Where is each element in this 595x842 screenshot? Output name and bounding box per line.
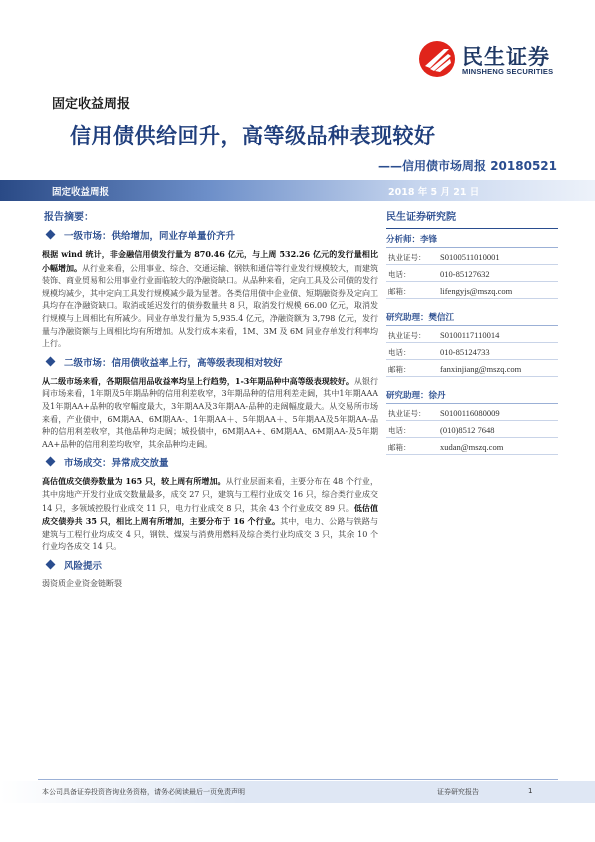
brand-logo [418,40,558,80]
analyst-block [386,310,558,377]
document-type: 固定收益周报 [52,97,131,112]
diamond-bullet-icon [46,230,56,240]
field-value: xudan@mszq.com [440,442,504,452]
analyst-field [386,404,558,421]
section-heading [42,558,378,576]
footer-label: 证券研究报告 [437,788,479,796]
analyst-field [386,326,558,343]
field-value: 010-85127632 [440,269,490,279]
summary-paragraph [42,248,378,351]
footer-disclaimer: 本公司具备证券投资咨询业务资格，请务必阅读最后一页免责声明 [42,788,245,796]
minsheng-logo-icon [418,40,456,78]
analyst-field [386,438,558,455]
field-label: 电话： [388,426,411,435]
analyst-field [386,360,558,377]
header-band [0,180,595,201]
diamond-bullet-icon [46,457,56,467]
summary-title: 报告摘要： [44,212,94,223]
paragraph-lead: 从二级市场来看，各期限信用品收益率均呈上行趋势，1-3年期品种中高等级表现较好。 [42,375,354,386]
report-subtitle: ——信用债市场周报 20180521 [378,159,557,173]
field-label: 执业证号： [388,409,426,418]
section-heading-text: 一级市场：供给增加，同业存单量价齐升 [64,231,236,242]
field-value: S0100117110014 [440,330,500,340]
analyst-name: 分析师：李锋 [386,232,558,248]
report-date: 2018 年 5 月 21 日 [388,187,480,198]
institute-name: 民生证券研究院 [386,208,558,229]
section-heading [42,355,378,373]
summary-paragraph [42,375,378,452]
brand-name-en: MINSHENG SECURITIES [462,67,554,76]
analyst-name: 研究助理：徐丹 [386,388,558,404]
analyst-field [386,282,558,299]
section-heading [42,455,378,473]
field-label: 电话： [388,348,411,357]
section-heading-text: 风险提示 [64,560,103,572]
field-label: 邮箱： [388,443,411,452]
section-heading-text: 二级市场：信用债收益率上行，高等级表现相对较好 [64,357,283,369]
analyst-field [386,343,558,360]
paragraph-lead: 根据 wind 统计，非金融信用债发行量为 870.46 亿元，与上周 532.26 亿元的发行量相比小幅增加。 [42,249,378,273]
paragraph-body: 从行业来看，公用事业、综合、交通运输、钢铁和通信等行业发行规模较大，而建筑装饰、商业贸易和公用事业行业面临较大的净融资缺口。从品种来看，定向工具及公司债的发行规模均减少，其中定向工具发行规模减少最为显著。各类信用债中企业债、短期融资券及定向工具均存在净融资缺口。取消或延迟发行的债券数量共 8 只，取消发行规模 66.00 亿元，取消发行规模与上周相比有所减少。同业存单发行量为 5,935.4 亿元，净融资额为 3,798 亿元，发行量与净融资额与上周相比均有所增加。从发行成本来看，1M、3M 及 6M 同业存单发行利率均上行。 [42,263,378,349]
field-label: 执业证号： [388,331,426,340]
brand-name-cn: 民生证券 [462,45,550,69]
field-value: lifengyjs@mszq.com [440,286,513,296]
summary-paragraph [42,475,378,554]
analyst-name: 研究助理：樊信江 [386,310,558,326]
field-value: S0100511010001 [440,252,500,262]
analyst-block [386,388,558,455]
section-heading [42,228,378,246]
report-title: 信用债供给回升，高等级品种表现较好 [70,124,436,148]
paragraph-body: 弱资质企业资金链断裂 [42,578,122,588]
field-label: 电话： [388,270,411,279]
analyst-sidebar [386,208,558,455]
paragraph-body: 从行业层面来看，主要分布在 48 个行业，其中房地产开发行业成交数量最多，成交 27 只，建筑与工程行业成交 16 只，综合类行业成交 14 只，多领域控股行业成交 11 只，电力行业成交 8 只，其余 43 个行业成交 89 只。 [42,477,378,513]
analyst-field [386,248,558,265]
field-label: 邮箱： [388,365,411,374]
section-heading-text: 市场成交：异常成交放量 [64,458,169,470]
diamond-bullet-icon [46,356,56,366]
footer-divider [38,779,558,780]
field-value: 010-85124733 [440,347,490,357]
field-value: S0100116080009 [440,408,500,418]
field-label: 执业证号： [388,253,426,262]
band-doc-type: 固定收益周报 [52,187,110,198]
paragraph-body: 从银行间市场来看，1年期及5年期品种的信用利差收窄，3年期品种的信用利差走阔，其中1年期AAA及1年期AA+品种的收窄幅度最大，3年期AA及3年期AA-品种的走阔幅度最大。从交易所市场来看，产业债中，6M期AA、6M期AA-、1年期AA＋、5年期AA＋、5年期AA及5年期AA-品种的信用利差收窄，其他品种均走阔；城投债中，6M期AA+、6M期AA、6M期AA-及5年期AA+品种的信用利差均收窄，其余品种均走阔。 [42,376,378,449]
page-number: 1 [528,787,533,795]
summary-column [42,208,378,594]
field-label: 邮箱： [388,287,411,296]
paragraph-body-2: 其中，电力、公路与铁路与建筑与工程行业均成交 4 只，钢铁、煤炭与消费用燃料及综合类行业均成交 3 只，其余 10 个行业均各成交 14 只。 [42,517,378,552]
summary-paragraph [42,578,378,591]
field-value: fanxinjiang@mszq.com [440,364,522,374]
analyst-field [386,421,558,438]
diamond-bullet-icon [46,559,56,569]
paragraph-lead: 高估值成交债券数量为 165 只，较上周有所增加。 [42,476,226,487]
field-value: (010)8512 7648 [440,425,495,435]
analyst-block [386,232,558,299]
paragraph-lead-2: 低估值成交债券共 35 只，相比上周有所增加，主要分布于 16 个行业。 [42,502,378,527]
analyst-field [386,265,558,282]
page-footer [0,781,595,803]
